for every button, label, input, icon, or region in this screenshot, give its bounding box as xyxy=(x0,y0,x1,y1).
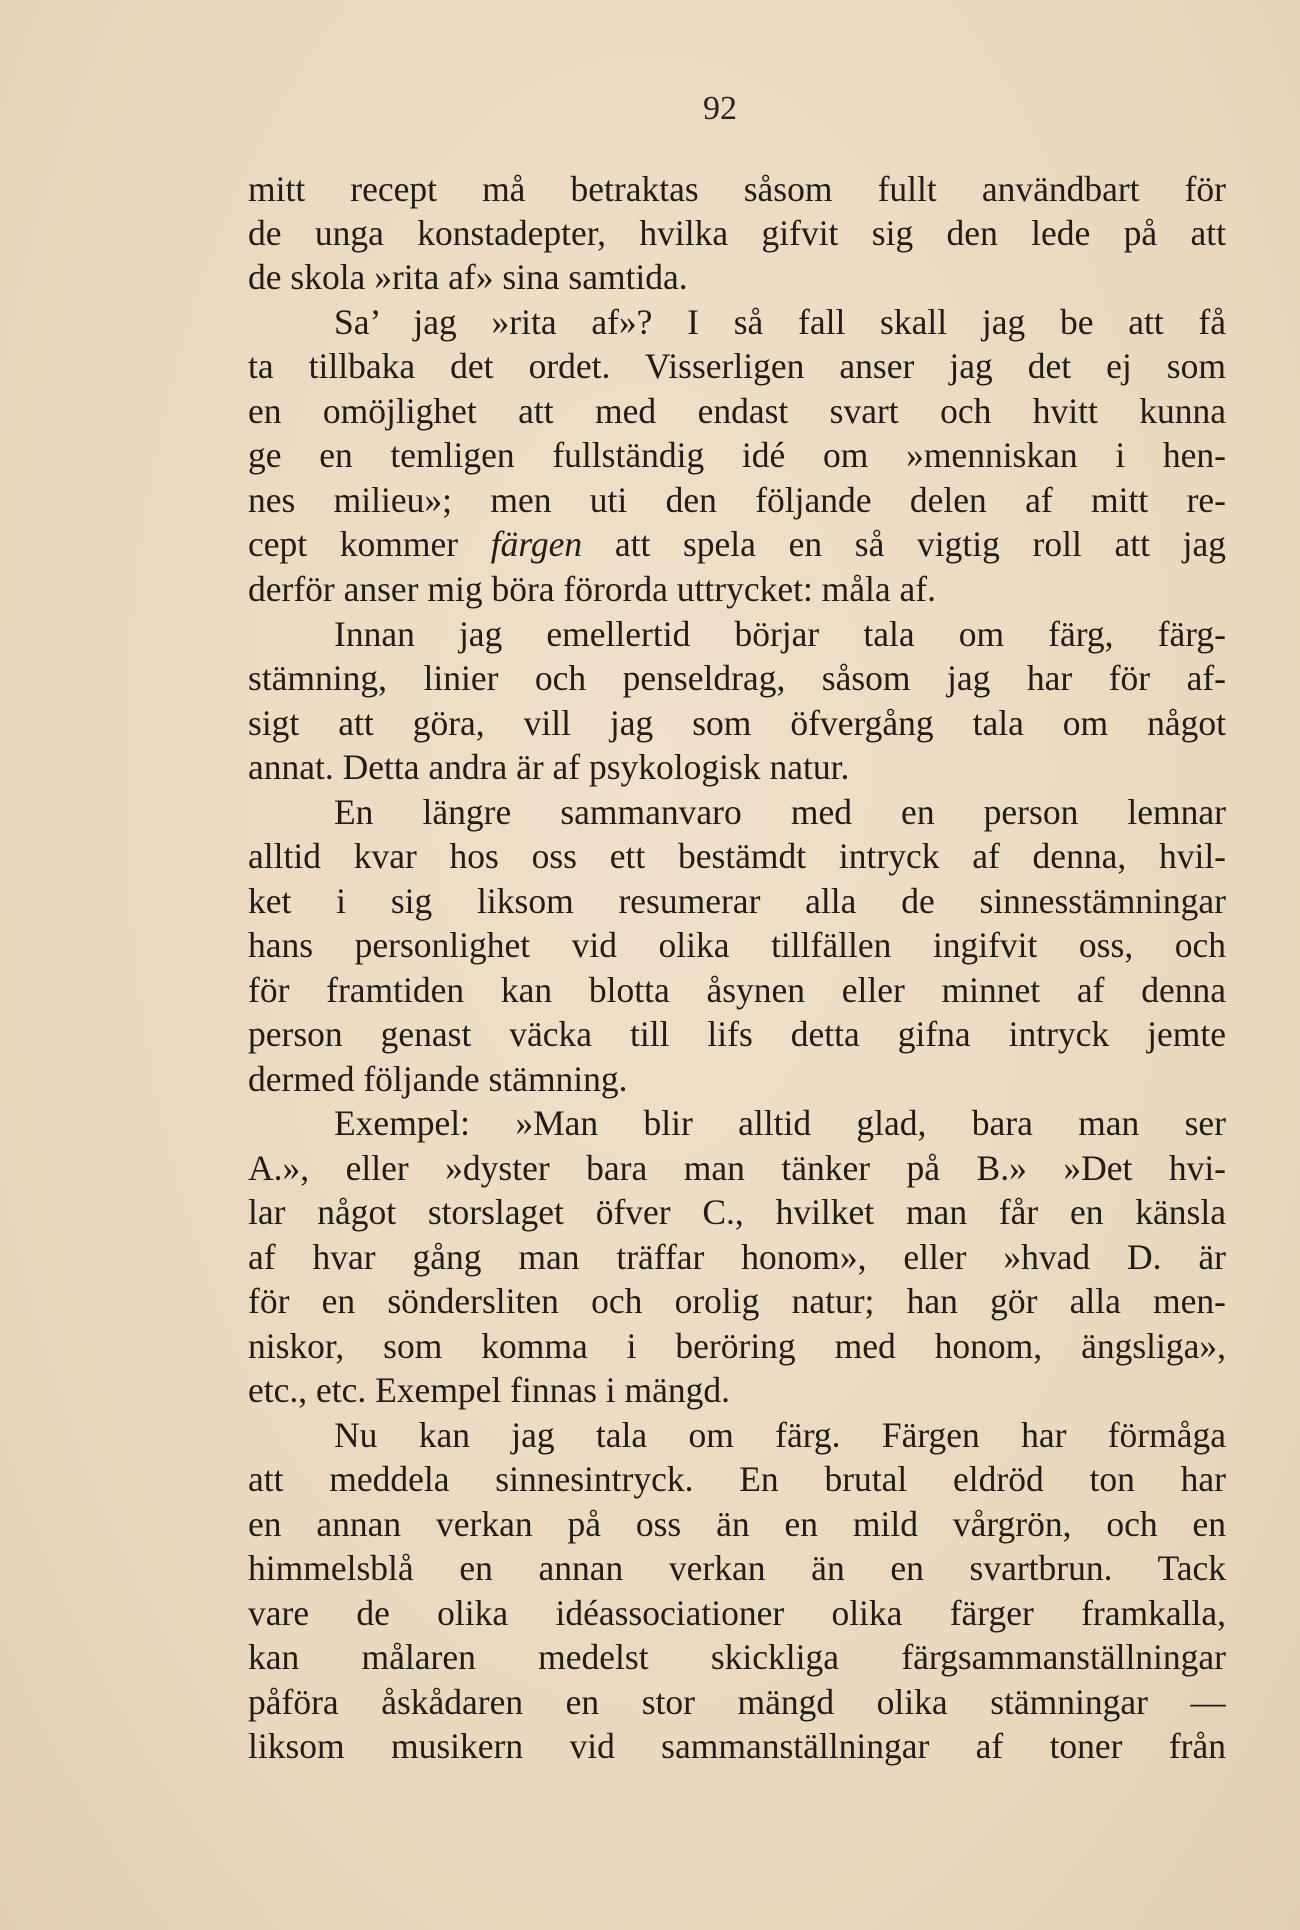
text-line: liksom musikern vid sammanställningar af toner från xyxy=(248,1726,1226,1766)
text-line: Nu kan jag tala om färg. Färgen har förmåga xyxy=(334,1415,1226,1455)
text-line: En längre sammanvaro med en person lemnar xyxy=(334,792,1226,832)
text-line: niskor, som komma i beröring med honom, ängsliga», xyxy=(248,1326,1226,1366)
text-segment: cept kommer xyxy=(248,524,491,564)
text-line: A.», eller »dyster bara man tänker på B.» »Det hvi- xyxy=(248,1148,1226,1188)
emphasized-word: färgen xyxy=(490,524,583,564)
text-line: sigt att göra, vill jag som öfvergång tala om något xyxy=(248,703,1226,743)
text-line: att meddela sinnesintryck. En brutal eldröd ton har xyxy=(248,1459,1226,1499)
text-line: en annan verkan på oss än en mild vårgrön, och en xyxy=(248,1504,1226,1544)
text-line: kan målaren medelst skickliga färgsammanställningar xyxy=(248,1637,1226,1677)
text-line: person genast väcka till lifs detta gifna intryck jemte xyxy=(248,1014,1226,1054)
text-line: påföra åskådaren en stor mängd olika stämningar — xyxy=(248,1682,1226,1722)
page-number: 92 xyxy=(703,90,737,127)
text-line: för framtiden kan blotta åsynen eller minnet af denna xyxy=(248,970,1226,1010)
text-line: för en söndersliten och orolig natur; han gör alla men- xyxy=(248,1281,1226,1321)
text-segment: att spela en så vigtig roll att jag xyxy=(582,524,1226,564)
text-line: alltid kvar hos oss ett bestämdt intryck af denna, hvil- xyxy=(248,836,1226,876)
text-line: ge en temligen fullständig idé om »menniskan i hen- xyxy=(248,435,1226,475)
text-line: en omöjlighet att med endast svart och hvitt kunna xyxy=(248,391,1226,431)
text-line: vare de olika idéassociationer olika färger framkalla, xyxy=(248,1593,1226,1633)
text-line: ta tillbaka det ordet. Visserligen anser jag det ej som xyxy=(248,346,1226,386)
text-line: etc., etc. Exempel finnas i mängd. xyxy=(248,1370,731,1410)
text-line: himmelsblå en annan verkan än en svartbrun. Tack xyxy=(248,1548,1226,1588)
text-line: Innan jag emellertid börjar tala om färg, färg- xyxy=(334,614,1226,654)
text-line: de skola »rita af» sina samtida. xyxy=(248,257,688,297)
text-line: Sa’ jag »rita af»? I så fall skall jag be att få xyxy=(334,302,1226,342)
text-line: mitt recept må betraktas såsom fullt användbart för xyxy=(248,169,1226,209)
text-line: Exempel: »Man blir alltid glad, bara man ser xyxy=(334,1103,1226,1143)
text-line: ket i sig liksom resumerar alla de sinnesstämningar xyxy=(248,881,1226,921)
text-line: derför anser mig böra förorda uttrycket: måla af. xyxy=(248,569,937,609)
text-line: hans personlighet vid olika tillfällen ingifvit oss, och xyxy=(248,925,1226,965)
text-line: lar något storslaget öfver C., hvilket man får en känsla xyxy=(248,1192,1226,1232)
text-line: nes milieu»; men uti den följande delen af mitt re- xyxy=(248,480,1226,520)
text-line: annat. Detta andra är af psykologisk natur. xyxy=(248,747,850,787)
text-line-with-emphasis xyxy=(248,522,1226,566)
text-line: stämning, linier och penseldrag, såsom jag har för af- xyxy=(248,658,1226,698)
text-line: dermed följande stämning. xyxy=(248,1059,628,1099)
text-line: de unga konstadepter, hvilka gifvit sig den lede på att xyxy=(248,213,1226,253)
text-line: af hvar gång man träffar honom», eller »hvad D. är xyxy=(248,1237,1226,1277)
